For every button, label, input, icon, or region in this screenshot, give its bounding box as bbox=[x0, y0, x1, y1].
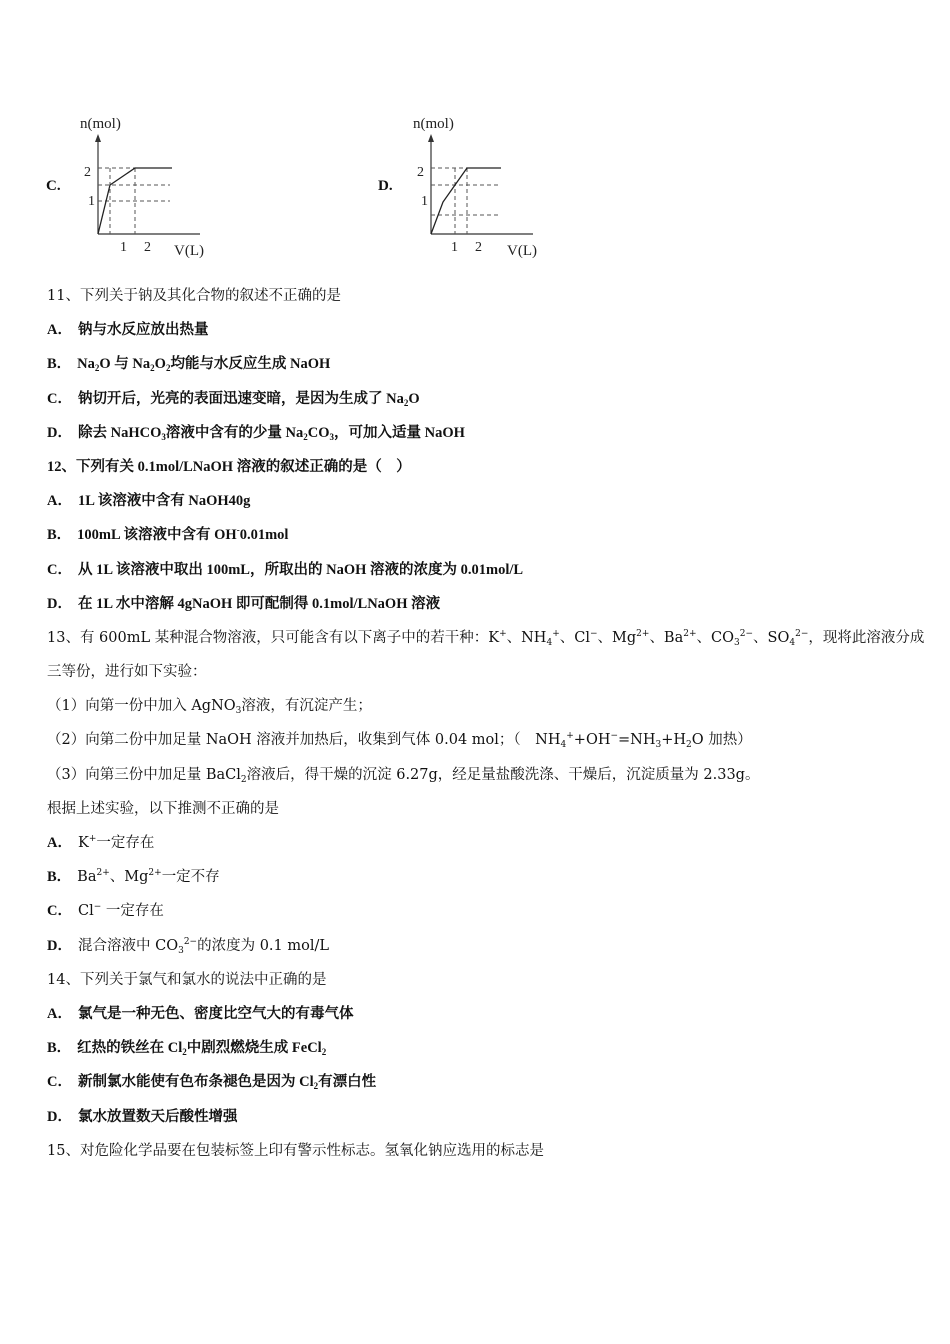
q13-e3-t1: （3）向第三份中加足量 BaCl bbox=[47, 766, 241, 783]
q13-d-t2: 的浓度为 0.1 mol/L bbox=[197, 937, 330, 954]
q13-option-d bbox=[47, 932, 917, 966]
q11-b-letter: B． bbox=[47, 356, 72, 373]
q11-option-a bbox=[47, 316, 917, 350]
q11-b-t1: Na bbox=[77, 356, 95, 373]
q13-c-t2: 一定存在 bbox=[101, 903, 164, 920]
q13-e2-t4: +H bbox=[661, 732, 687, 749]
q13-e2-t2: +OH bbox=[573, 732, 611, 749]
questions bbox=[47, 282, 925, 1171]
q11-b-s3: 2 bbox=[165, 363, 171, 374]
q13-s7-sub: 4 bbox=[789, 637, 796, 648]
q13-s1-sup: + bbox=[499, 628, 507, 639]
q11-b-t3: O bbox=[154, 356, 166, 373]
q13-b-letter: B． bbox=[47, 869, 72, 886]
graph-c-ytick-1: 1 bbox=[88, 194, 95, 209]
q14-option-d bbox=[47, 1103, 917, 1137]
q13-e1-t2: 溶液，有沉淀产生； bbox=[241, 698, 372, 715]
q13-s2-sub: 4 bbox=[546, 637, 553, 648]
q12-option-c bbox=[47, 556, 917, 590]
q11-d-s2: 2 bbox=[303, 431, 308, 442]
q12-b-letter: B． bbox=[47, 527, 72, 544]
q11-option-d bbox=[47, 419, 917, 453]
q14-b-letter: B． bbox=[47, 1040, 72, 1057]
q13-c-p1: − bbox=[93, 902, 102, 913]
q14-option-b bbox=[47, 1034, 917, 1068]
q13-exp-1 bbox=[47, 692, 917, 726]
q13-s7-sup: 2− bbox=[795, 628, 809, 639]
q13-stem bbox=[47, 624, 925, 658]
q13-s6-sup: 2− bbox=[739, 628, 754, 639]
q14-c-s1: 2 bbox=[313, 1081, 319, 1092]
q13-e1-s1: 3 bbox=[235, 706, 242, 717]
q13-a-p1: + bbox=[88, 834, 97, 844]
graph-d-y-arrow bbox=[428, 134, 434, 142]
graph-d-xtick-2: 2 bbox=[475, 240, 482, 255]
q13-e2-t3: =NH bbox=[618, 732, 656, 749]
graph-d-curve bbox=[431, 168, 501, 234]
q13-s8: ，现将此溶液分成 bbox=[808, 629, 925, 646]
q14-stem: 14、下列关于氯气和氯水的说法中正确的是 bbox=[47, 971, 327, 988]
q12-b-t1: 100mL 该溶液中含有 OH bbox=[77, 527, 237, 544]
q11-a-letter: A． bbox=[47, 322, 72, 339]
q11-c-letter: C． bbox=[47, 390, 72, 407]
q11-d-t2: 溶液中含有的少量 Na bbox=[165, 424, 304, 441]
option-d-label: D. bbox=[378, 178, 393, 194]
q13-e2-s1: 4 bbox=[560, 740, 567, 751]
q13-e2-p2: − bbox=[610, 731, 619, 742]
graph-d bbox=[403, 110, 553, 260]
q13-e2-p1: + bbox=[566, 731, 574, 742]
graph-c-y-axis-label: n(mol) bbox=[80, 116, 121, 132]
q13-e2-s4: 2 bbox=[686, 740, 692, 751]
q11-c-t1: 钠切开后，光亮的表面迅速变暗，是因为生成了 Na bbox=[77, 390, 404, 407]
q13-a-letter: A． bbox=[47, 835, 72, 851]
q13-b-p2: 2+ bbox=[148, 868, 162, 879]
q13-c-t1: Cl bbox=[77, 903, 94, 920]
q11-c-s1: 2 bbox=[403, 397, 409, 408]
q13-option-a bbox=[47, 829, 917, 863]
graph-d-ytick-1: 1 bbox=[421, 194, 428, 209]
q12-option-d bbox=[47, 590, 917, 624]
graph-d-ytick-2: 2 bbox=[417, 165, 424, 180]
q14-b-s2: 2 bbox=[321, 1047, 327, 1058]
q13-d-s1: 3 bbox=[178, 945, 184, 956]
q11-d-t4: ，可加入适量 NaOH bbox=[333, 424, 465, 441]
q11-a-text: 钠与水反应放出热量 bbox=[77, 322, 209, 339]
q13-s6: 、CO bbox=[696, 629, 735, 646]
q11-b-s2: 2 bbox=[150, 363, 155, 374]
answer-graphs bbox=[0, 110, 950, 270]
q13-e2-t5: O 加热） bbox=[691, 732, 752, 749]
q12-option-b bbox=[47, 521, 917, 555]
q11-stem: 11、下列关于钠及其化合物的叙述不正确的是 bbox=[47, 288, 341, 304]
q13-d-p1: 2− bbox=[183, 936, 198, 947]
graph-d-xtick-1: 1 bbox=[451, 240, 458, 255]
q13-e2-t1: （2）向第二份中加足量 NaOH 溶液并加热后，收集到气体 0.04 mol；（ NH bbox=[47, 732, 561, 749]
graph-d-y-axis-label: n(mol) bbox=[413, 116, 454, 132]
q13-s2: 、NH bbox=[506, 629, 547, 646]
q13-s2-sup: + bbox=[552, 628, 560, 639]
q13-option-b bbox=[47, 863, 917, 897]
q14-c-letter: C． bbox=[47, 1074, 72, 1091]
q13-e3-t2: 溶液后，得干燥的沉淀 6.27g，经足量盐酸洗涤、干燥后，沉淀质量为 2.33g。 bbox=[246, 766, 760, 783]
q13-exp-3 bbox=[47, 761, 917, 795]
q13-s4: 、Mg bbox=[597, 629, 637, 646]
q11-d-t3: CO bbox=[307, 424, 330, 441]
q11-option-c bbox=[47, 385, 917, 419]
q11-b-t4: 均能与水反应生成 NaOH bbox=[170, 356, 331, 373]
q13-a-t2: 一定存在 bbox=[96, 835, 155, 851]
q11-d-t1: 除去 NaHCO bbox=[77, 424, 162, 441]
q12-b-sup: - bbox=[236, 525, 240, 536]
q12-stem: 12、下列有关 0.1mol/LNaOH 溶液的叙述正确的是（ ） bbox=[47, 458, 411, 475]
graph-c-x-axis-label: V(L) bbox=[174, 243, 204, 259]
graph-c-xtick-1: 1 bbox=[120, 240, 127, 255]
q12-c-letter: C． bbox=[47, 561, 72, 578]
q13-a-t1: K bbox=[77, 835, 89, 851]
q13-e2-s3: 3 bbox=[655, 740, 662, 751]
graph-d-x-axis-label: V(L) bbox=[507, 243, 537, 259]
q14-option-a bbox=[47, 1000, 917, 1034]
q14-b-t1: 红热的铁丝在 Cl bbox=[77, 1040, 183, 1057]
q14-a-text: 氯气是一种无色、密度比空气大的有毒气体 bbox=[77, 1005, 354, 1022]
q12-option-a bbox=[47, 487, 917, 521]
q13-b-p1: 2+ bbox=[96, 868, 110, 879]
q13-e1-t1: （1）向第一份中加入 AgNO bbox=[47, 698, 236, 715]
q13-stem-cont: 三等份，进行如下实验： bbox=[47, 664, 207, 681]
q12-b-t2: 0.01mol bbox=[239, 527, 289, 544]
q13-b-t3: 一定不存 bbox=[161, 869, 220, 886]
graph-c-ytick-2: 2 bbox=[84, 165, 91, 180]
graph-c bbox=[70, 110, 220, 260]
q13-basis: 根据上述实验，以下推测不正确的是 bbox=[47, 800, 279, 817]
q13-s3: 、Cl bbox=[559, 629, 590, 646]
q13-s1: 13、有 600mL 某种混合物溶液，只可能含有以下离子中的若干种：K bbox=[47, 629, 500, 646]
q12-a-letter: A． bbox=[47, 493, 72, 510]
q14-c-t2: 有漂白性 bbox=[318, 1074, 377, 1091]
q13-e3-s1: 2 bbox=[240, 774, 247, 785]
q13-s6-sub: 3 bbox=[734, 637, 740, 648]
q11-b-t2: O 与 Na bbox=[99, 356, 151, 373]
q12-a-text: 1L 该溶液中含有 NaOH40g bbox=[77, 493, 251, 510]
graph-c-y-arrow bbox=[95, 134, 101, 142]
q12-c-text: 从 1L 该溶液中取出 100mL，所取出的 NaOH 溶液的浓度为 0.01mol/L bbox=[77, 561, 524, 578]
q13-s4-sup: 2+ bbox=[636, 628, 650, 639]
q11-d-letter: D． bbox=[47, 424, 72, 441]
q11-d-s1: 3 bbox=[161, 431, 166, 442]
q15-stem: 15、对危险化学品要在包装标签上印有警示性标志。氢氧化钠应选用的标志是 bbox=[47, 1142, 544, 1159]
q11-c-t2: O bbox=[408, 390, 420, 407]
q13-s5-sup: 2+ bbox=[683, 628, 697, 639]
q13-d-t1: 混合溶液中 CO bbox=[77, 937, 179, 954]
q13-b-t1: Ba bbox=[77, 869, 97, 886]
q14-a-letter: A． bbox=[47, 1005, 72, 1022]
q14-c-t1: 新制氯水能使有色布条褪色是因为 Cl bbox=[77, 1074, 314, 1091]
graph-c-xtick-2: 2 bbox=[144, 240, 151, 255]
q11-option-b bbox=[47, 350, 917, 384]
q13-d-letter: D． bbox=[47, 937, 72, 954]
q12-d-letter: D． bbox=[47, 595, 72, 612]
q13-option-c bbox=[47, 897, 917, 931]
q12-d-text: 在 1L 水中溶解 4gNaOH 即可配制得 0.1mol/LNaOH 溶液 bbox=[77, 595, 441, 612]
q11-b-s1: 2 bbox=[94, 363, 100, 374]
q13-s3-sup: − bbox=[589, 628, 598, 639]
q13-c-letter: C． bbox=[47, 903, 72, 920]
q13-s5: 、Ba bbox=[649, 629, 684, 646]
q14-d-text: 氯水放置数天后酸性增强 bbox=[77, 1108, 238, 1125]
q14-b-s1: 2 bbox=[182, 1047, 187, 1058]
q14-b-t2: 中剧烈燃烧生成 FeCl bbox=[186, 1040, 322, 1057]
q11-d-s3: 3 bbox=[329, 431, 334, 442]
q13-b-t2: 、Mg bbox=[109, 869, 149, 886]
q14-d-letter: D． bbox=[47, 1108, 72, 1125]
q14-option-c bbox=[47, 1068, 917, 1102]
q13-s7: 、SO bbox=[753, 629, 790, 646]
q13-exp-2 bbox=[47, 726, 917, 760]
option-c-label: C. bbox=[46, 178, 61, 194]
